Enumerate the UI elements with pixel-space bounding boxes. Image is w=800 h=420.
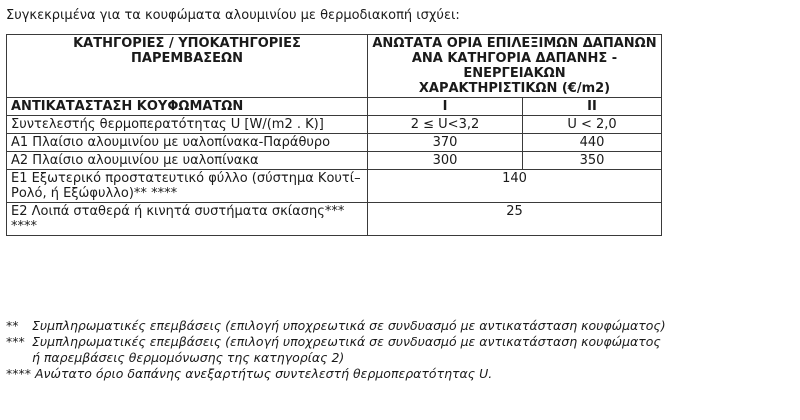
row-value-1: 300	[368, 152, 523, 170]
footnote	[6, 334, 796, 350]
row-value-merged: 140	[368, 170, 662, 203]
header-left-line: ΚΑΤΗΓΟΡΙΕΣ / ΥΠΟΚΑΤΗΓΟΡΙΕΣ	[73, 36, 301, 51]
header-limits	[368, 35, 662, 98]
table-row	[7, 170, 662, 203]
row-label: Α1 Πλαίσιο αλουμινίου με υαλοπίνακα-Παράθυρο	[7, 134, 368, 152]
row-value-2: 440	[523, 134, 662, 152]
row-value-1: 370	[368, 134, 523, 152]
footnote-marker: **	[6, 318, 19, 333]
section-title: ΑΝΤΙΚΑΤΑΣΤΑΣΗ ΚΟΥΦΩΜΑΤΩΝ	[7, 98, 368, 116]
row-label: Α2 Πλαίσιο αλουμινίου με υαλοπίνακα	[7, 152, 368, 170]
column-label-1: I	[368, 98, 523, 116]
table-row	[7, 152, 662, 170]
footnote-text: Συμπληρωματικές επεμβάσεις (επιλογή υποχρεωτικά σε συνδυασμό με αντικατάσταση κουφώματος	[32, 334, 661, 349]
header-right-line: ΑΝΩΤΑΤΑ ΟΡΙΑ ΕΠΙΛΕΞΙΜΩΝ ΔΑΠΑΝΩΝ	[372, 36, 657, 51]
footnote-marker: ****	[6, 366, 31, 381]
expense-limits-table	[6, 34, 662, 236]
intro-text: Συγκεκριμένα για τα κουφώματα αλουμινίου με θερμοδιακοπή ισχύει:	[6, 8, 460, 23]
footnote-continuation: ή παρεμβάσεις θερμομόνωσης της κατηγορίας 2)	[32, 350, 345, 365]
row-label: Συντελεστής θερμοπερατότητας U [W/(m2 . K)]	[7, 116, 368, 134]
footnote	[6, 318, 796, 334]
header-right-line: ΧΑΡΑΚΤΗΡΙΣΤΙΚΩΝ (€/m2)	[418, 81, 611, 96]
header-left-line: ΠΑΡΕΜΒΑΣΕΩΝ	[131, 51, 243, 66]
row-label: Ε1 Εξωτερικό προστατευτικό φύλλο (σύστημα Κουτί–Ρολό, ή Εξώφυλλο)** ****	[7, 170, 368, 203]
header-categories	[7, 35, 368, 98]
row-value-1: 2 ≤ U<3,2	[368, 116, 523, 134]
section-row	[7, 98, 662, 116]
table-header-row	[7, 35, 662, 98]
footnote-marker: ***	[6, 334, 25, 349]
column-label-2: II	[523, 98, 662, 116]
row-value-2: U < 2,0	[523, 116, 662, 134]
footnote	[6, 366, 796, 382]
footnotes	[6, 318, 796, 382]
table-row	[7, 116, 662, 134]
row-value-merged: 25	[368, 203, 662, 236]
row-label: Ε2 Λοιπά σταθερά ή κινητά συστήματα σκίασης*** ****	[7, 203, 368, 236]
header-right-line: ΑΝΑ ΚΑΤΗΓΟΡΙΑ ΔΑΠΑΝΗΣ - ΕΝΕΡΓΕΙΑΚΩΝ	[411, 51, 618, 81]
row-value-2: 350	[523, 152, 662, 170]
table-row	[7, 203, 662, 236]
table-row	[7, 134, 662, 152]
footnote-text: Ανώτατο όριο δαπάνης ανεξαρτήτως συντελεστή θερμοπερατότητας U.	[35, 366, 493, 381]
footnote-text: Συμπληρωματικές επεμβάσεις (επιλογή υποχρεωτικά σε συνδυασμό με αντικατάσταση κουφώματος)	[32, 318, 666, 333]
